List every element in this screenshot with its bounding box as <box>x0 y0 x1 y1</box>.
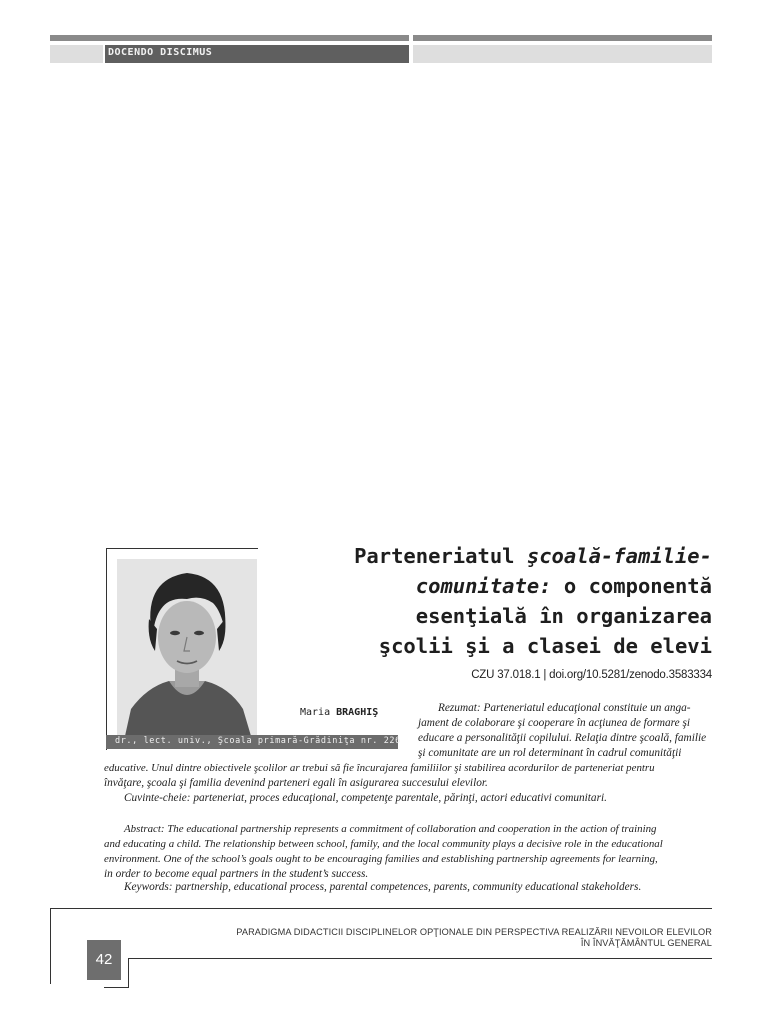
abstract-en-line: in order to become equal partners in the student’s success. <box>104 868 369 880</box>
author-name <box>300 707 378 718</box>
footer-series-title-line-1: PARADIGMA DIDACTICII DISCIPLINELOR OPŢIONALE DIN PERSPECTIVA REALIZĂRII NEVOILOR ELEVILOR <box>236 927 712 937</box>
page-number: 42 <box>87 940 121 980</box>
abstract-ro-line: jament de colaborare şi cooperare în acţiunea de formare şi <box>418 717 691 729</box>
title-line-3: esenţială în organizarea <box>415 604 712 628</box>
article-title <box>354 541 712 661</box>
title-line-1-italic: şcoală-familie- <box>526 544 712 568</box>
footer-rule-box-bottom <box>104 987 129 988</box>
title-line-4: şcolii şi a clasei de elevi <box>378 634 712 658</box>
author-first-name: Maria <box>300 707 337 718</box>
journal-name: DOCENDO DISCIMUS <box>108 47 213 58</box>
abstract-en-line: Abstract: The educational partnership represents a commitment of collaboration and cooperation in the action of training <box>124 823 657 835</box>
title-line-2 <box>354 571 712 601</box>
article-identifiers: CZU 37.018.1 | doi.org/10.5281/zenodo.3583334 <box>471 669 712 681</box>
abstract-en-line: environment. One of the school’s goals ought to be encouraging families and establishing partnership agreements for learning, <box>104 853 658 865</box>
keywords-en: Keywords: partnership, educational process, parental competences, parents, community educational stakeholders. <box>124 881 642 893</box>
title-line-2-italic: comunitate: <box>415 574 552 598</box>
title-line-1-normal: Parteneriatul <box>354 544 527 568</box>
footer-series-title-line-2: ÎN ÎNVĂŢĂMÂNTUL GENERAL <box>580 938 712 948</box>
photo-frame-top <box>106 548 258 549</box>
author-last-name: BRAGHIŞ <box>336 707 379 718</box>
abstract-ro-line: Rezumat: Parteneriatul educaţional constituie un anga- <box>438 702 691 714</box>
abstract-ro-line: învăţare, şcoala şi familia devenind parteneri egali în asigurarea succesului elevilor. <box>104 777 488 789</box>
abstract-ro-line: şi comunitate are un rol determinant în cadrul comunităţii <box>418 747 682 759</box>
header-bar-right-block <box>413 45 712 63</box>
abstract-ro-line: educare a personalităţii copilului. Relaţia dintre şcoală, familie <box>418 732 707 744</box>
header-bar-top-left <box>50 35 409 41</box>
photo-frame-left <box>106 548 107 750</box>
footer-rule-top <box>50 908 712 909</box>
keywords-ro: Cuvinte-cheie: parteneriat, proces educaţional, competenţe parentale, părinţi, actori educativi comunitari. <box>124 792 607 804</box>
author-photo <box>117 559 257 736</box>
footer-rule-box-side <box>128 958 129 988</box>
footer-series-title <box>236 927 712 949</box>
footer-rule-bottom <box>128 958 712 959</box>
abstract-en-line: and educating a child. The relationship between school, family, and the local community plays a decisive role in the educational <box>104 838 663 850</box>
title-line-1 <box>354 541 712 571</box>
title-line-2-normal: o componentă <box>551 574 712 598</box>
abstract-ro-line: educative. Unul dintre obiectivele şcolilor ar trebui să fie încurajarea familiilor şi stabilirea acordurilor de parteneriat pentru <box>104 762 655 774</box>
header-bar-left-block <box>50 45 103 63</box>
author-affiliation: dr., lect. univ., Şcoala primară-Grădiniţa nr. 226 <box>115 736 401 746</box>
footer-rule-left <box>50 908 51 984</box>
header-bar-top-right <box>413 35 712 41</box>
